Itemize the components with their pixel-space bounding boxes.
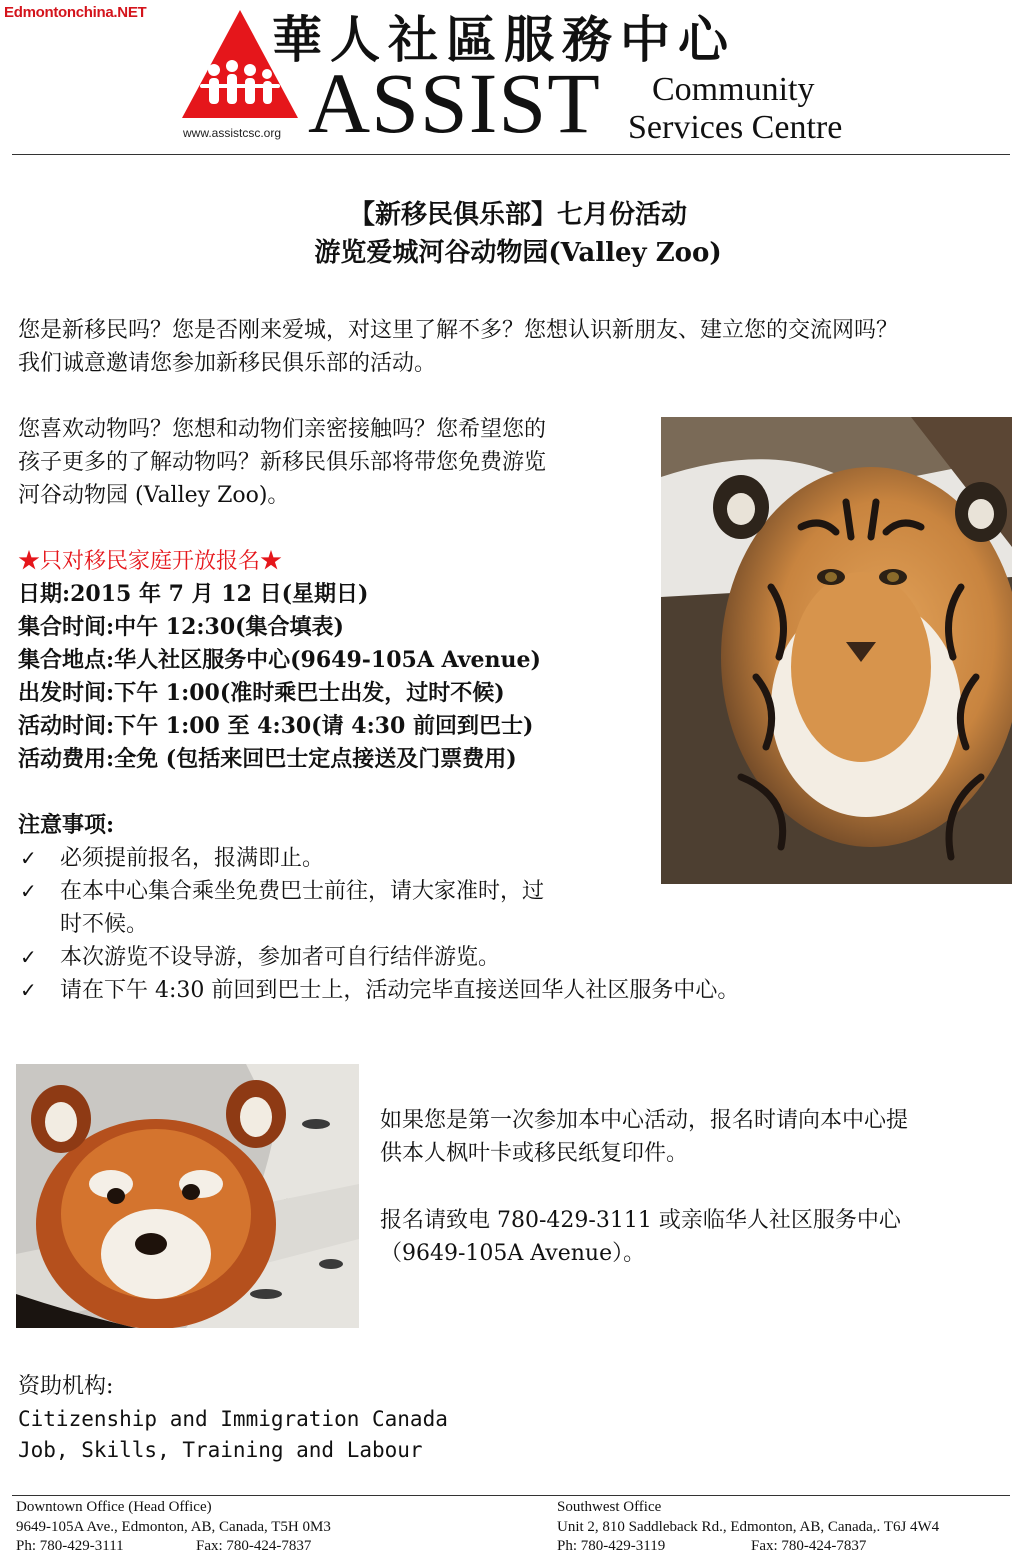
- site-watermark: Edmontonchina.NET: [4, 4, 147, 21]
- check-icon: ✓: [20, 945, 37, 969]
- detail-fee: 活动费用:全免 (包括来回巴士定点接送及门票费用): [18, 746, 517, 772]
- registration-phone-line: 报名请致电 780-429-3111 或亲临华人社区服务中心: [380, 1208, 901, 1233]
- southwest-office-address: Unit 2, 810 Saddleback Rd., Edmonton, AB, Canada,. T6J 4W4: [557, 1519, 940, 1535]
- logo-subtitle-community: Community: [652, 71, 815, 108]
- detail-meeting-time: 集合时间:中午 12:30(集合填表): [18, 614, 344, 640]
- note-text: 必须提前报名，报满即止。: [60, 846, 325, 871]
- registration-line-2: 供本人枫叶卡或移民纸复印件。: [380, 1141, 689, 1166]
- southwest-office-title: Southwest Office: [557, 1499, 662, 1515]
- check-icon: ✓: [20, 846, 37, 870]
- detail-meeting-place: 集合地点:华人社区服务中心(9649-105A Avenue): [18, 647, 541, 673]
- footer-divider: [12, 1495, 1010, 1496]
- logo-url: www.assistcsc.org: [183, 126, 282, 140]
- logo-english-name: ASSIST: [308, 55, 601, 151]
- tiger-photo: [661, 417, 1012, 884]
- logo-chinese-name: 華人社區服務中心: [272, 10, 736, 69]
- downtown-office-phone: Ph: 780-429-3111: [16, 1538, 124, 1554]
- intro-line-1: 您是新移民吗？您是否刚来爱城，对这里了解不多？您想认识新朋友、建立您的交流网吗？: [18, 318, 899, 343]
- eligibility-notice: ★只对移民家庭开放报名★: [18, 549, 283, 574]
- downtown-office-address: 9649-105A Ave., Edmonton, AB, Canada, T5H 0M3: [16, 1519, 331, 1535]
- registration-address-line: （9649-105A Avenue）。: [380, 1241, 646, 1266]
- note-item: [20, 842, 660, 875]
- animals-line-2: 孩子更多的了解动物吗？新移民俱乐部将带您免费游览: [18, 450, 547, 475]
- registration-line-1: 如果您是第一次参加本中心活动，报名时请向本中心提: [380, 1108, 909, 1133]
- intro-line-2: 我们诚意邀请您参加新移民俱乐部的活动。: [18, 351, 437, 376]
- downtown-office-title: Downtown Office (Head Office): [16, 1499, 212, 1515]
- note-text: 请在下午 4:30 前回到巴士上，活动完毕直接送回华人社区服务中心。: [60, 978, 740, 1003]
- note-text: 时不候。: [60, 912, 149, 937]
- notes-heading: 注意事项:: [18, 812, 115, 838]
- note-text: 在本中心集合乘坐免费巴士前往，请大家准时，过: [60, 879, 545, 904]
- event-title: 【新移民俱乐部】七月份活动: [348, 200, 687, 230]
- sponsor-item: Citizenship and Immigration Canada: [18, 1407, 448, 1431]
- logo-subtitle-services: Services Centre: [628, 109, 843, 146]
- note-text: 本次游览不设导游，参加者可自行结伴游览。: [60, 945, 501, 970]
- southwest-office-phone: Ph: 780-429-3119: [557, 1538, 666, 1554]
- detail-date: 日期:2015 年 7 月 12 日(星期日): [18, 581, 369, 607]
- detail-activity-time: 活动时间:下午 1:00 至 4:30(请 4:30 前回到巴士): [18, 713, 534, 739]
- animals-line-3: 河谷动物园 (Valley Zoo)。: [18, 483, 290, 508]
- note-item-continuation: [20, 908, 660, 941]
- note-item: [20, 875, 660, 908]
- note-item: [20, 974, 980, 1007]
- detail-departure-time: 出发时间:下午 1:00(准时乘巴士出发，过时不候): [18, 680, 505, 706]
- event-subtitle: 游览爱城河谷动物园(Valley Zoo): [314, 238, 722, 268]
- downtown-office-fax: Fax: 780-424-7837: [196, 1538, 312, 1554]
- red-panda-photo: [16, 1064, 359, 1328]
- sponsors-heading: 资助机构:: [18, 1374, 114, 1399]
- header-divider: [12, 154, 1010, 155]
- check-icon: ✓: [20, 879, 37, 903]
- note-item: [20, 941, 920, 974]
- southwest-office-fax: Fax: 780-424-7837: [751, 1538, 867, 1554]
- check-icon: ✓: [20, 978, 37, 1002]
- sponsor-item: Job, Skills, Training and Labour: [18, 1438, 423, 1462]
- animals-line-1: 您喜欢动物吗？您想和动物们亲密接触吗？您希望您的: [18, 417, 547, 442]
